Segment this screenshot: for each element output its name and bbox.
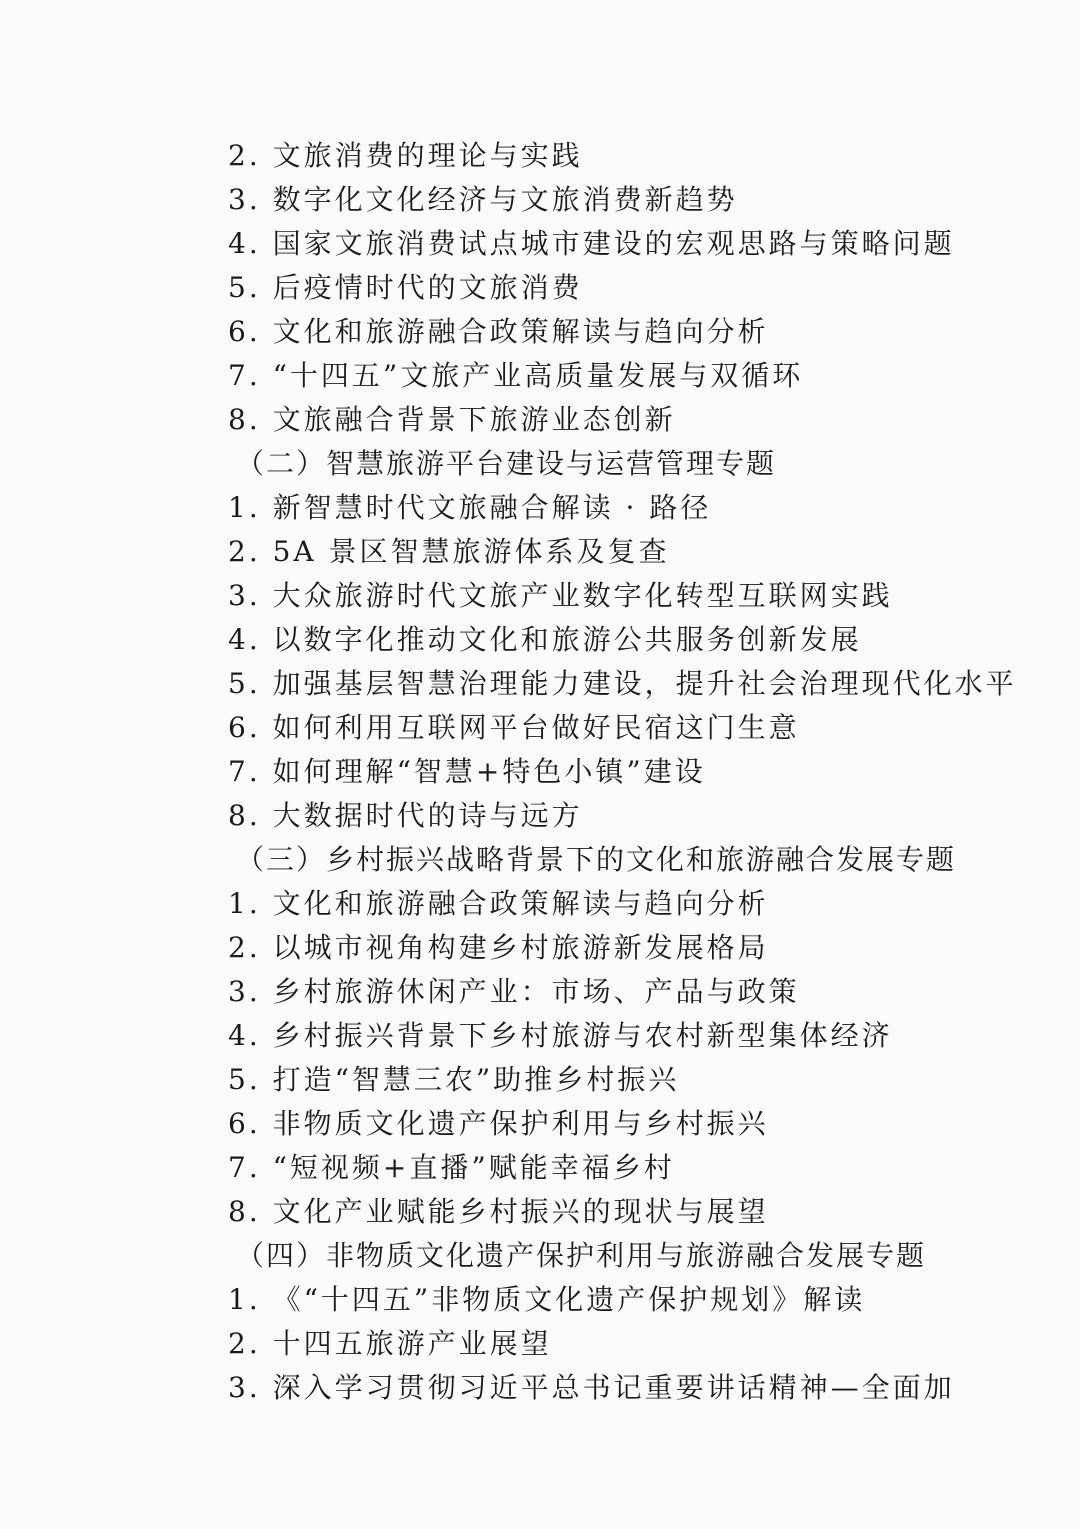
section-heading: （三）乡村振兴战略背景下的文化和旅游融合发展专题 xyxy=(236,843,957,876)
list-item: 4. 国家文旅消费试点城市建设的宏观思路与策略问题 xyxy=(228,227,955,260)
list-item: 1. 文化和旅游融合政策解读与趋向分析 xyxy=(228,887,769,920)
list-item: 7. “短视频+直播”赋能幸福乡村 xyxy=(228,1151,675,1184)
list-item: 1. 新智慧时代文旅融合解读 · 路径 xyxy=(228,491,712,524)
list-item: 5. 打造“智慧三农”助推乡村振兴 xyxy=(228,1063,680,1096)
list-item: 8. 文旅融合背景下旅游业态创新 xyxy=(228,403,676,436)
section-heading: （四）非物质文化遗产保护利用与旅游融合发展专题 xyxy=(236,1239,927,1272)
list-item: 2. 以城市视角构建乡村旅游新发展格局 xyxy=(228,931,769,964)
list-item: 7. 如何理解“智慧+特色小镇”建设 xyxy=(228,755,706,788)
list-item: 7. “十四五”文旅产业高质量发展与双循环 xyxy=(228,359,804,392)
list-item: 3. 数字化文化经济与文旅消费新趋势 xyxy=(228,183,738,216)
list-item: 6. 如何利用互联网平台做好民宿这门生意 xyxy=(228,711,800,744)
list-item: 3. 乡村旅游休闲产业：市场、产品与政策 xyxy=(228,975,800,1008)
list-item: 5. 加强基层智慧治理能力建设，提升社会治理现代化水平 xyxy=(228,667,1017,700)
list-item: 6. 非物质文化遗产保护利用与乡村振兴 xyxy=(228,1107,769,1140)
list-item: 2. 5A 景区智慧旅游体系及复查 xyxy=(228,535,670,568)
list-item: 2. 文旅消费的理论与实践 xyxy=(228,139,583,172)
list-item: 4. 以数字化推动文化和旅游公共服务创新发展 xyxy=(228,623,862,656)
list-item: 5. 后疫情时代的文旅消费 xyxy=(228,271,583,304)
list-item: 4. 乡村振兴背景下乡村旅游与农村新型集体经济 xyxy=(228,1019,893,1052)
list-item: 6. 文化和旅游融合政策解读与趋向分析 xyxy=(228,315,769,348)
list-item: 8. 大数据时代的诗与远方 xyxy=(228,799,583,832)
list-item: 3. 大众旅游时代文旅产业数字化转型互联网实践 xyxy=(228,579,893,612)
list-item: 1. 《“十四五”非物质文化遗产保护规划》解读 xyxy=(228,1283,866,1316)
list-item: 2. 十四五旅游产业展望 xyxy=(228,1327,552,1360)
section-heading: （二）智慧旅游平台建设与运营管理专题 xyxy=(236,447,777,480)
list-item: 8. 文化产业赋能乡村振兴的现状与展望 xyxy=(228,1195,769,1228)
list-item: 3. 深入学习贯彻习近平总书记重要讲话精神—全面加 xyxy=(228,1371,955,1404)
